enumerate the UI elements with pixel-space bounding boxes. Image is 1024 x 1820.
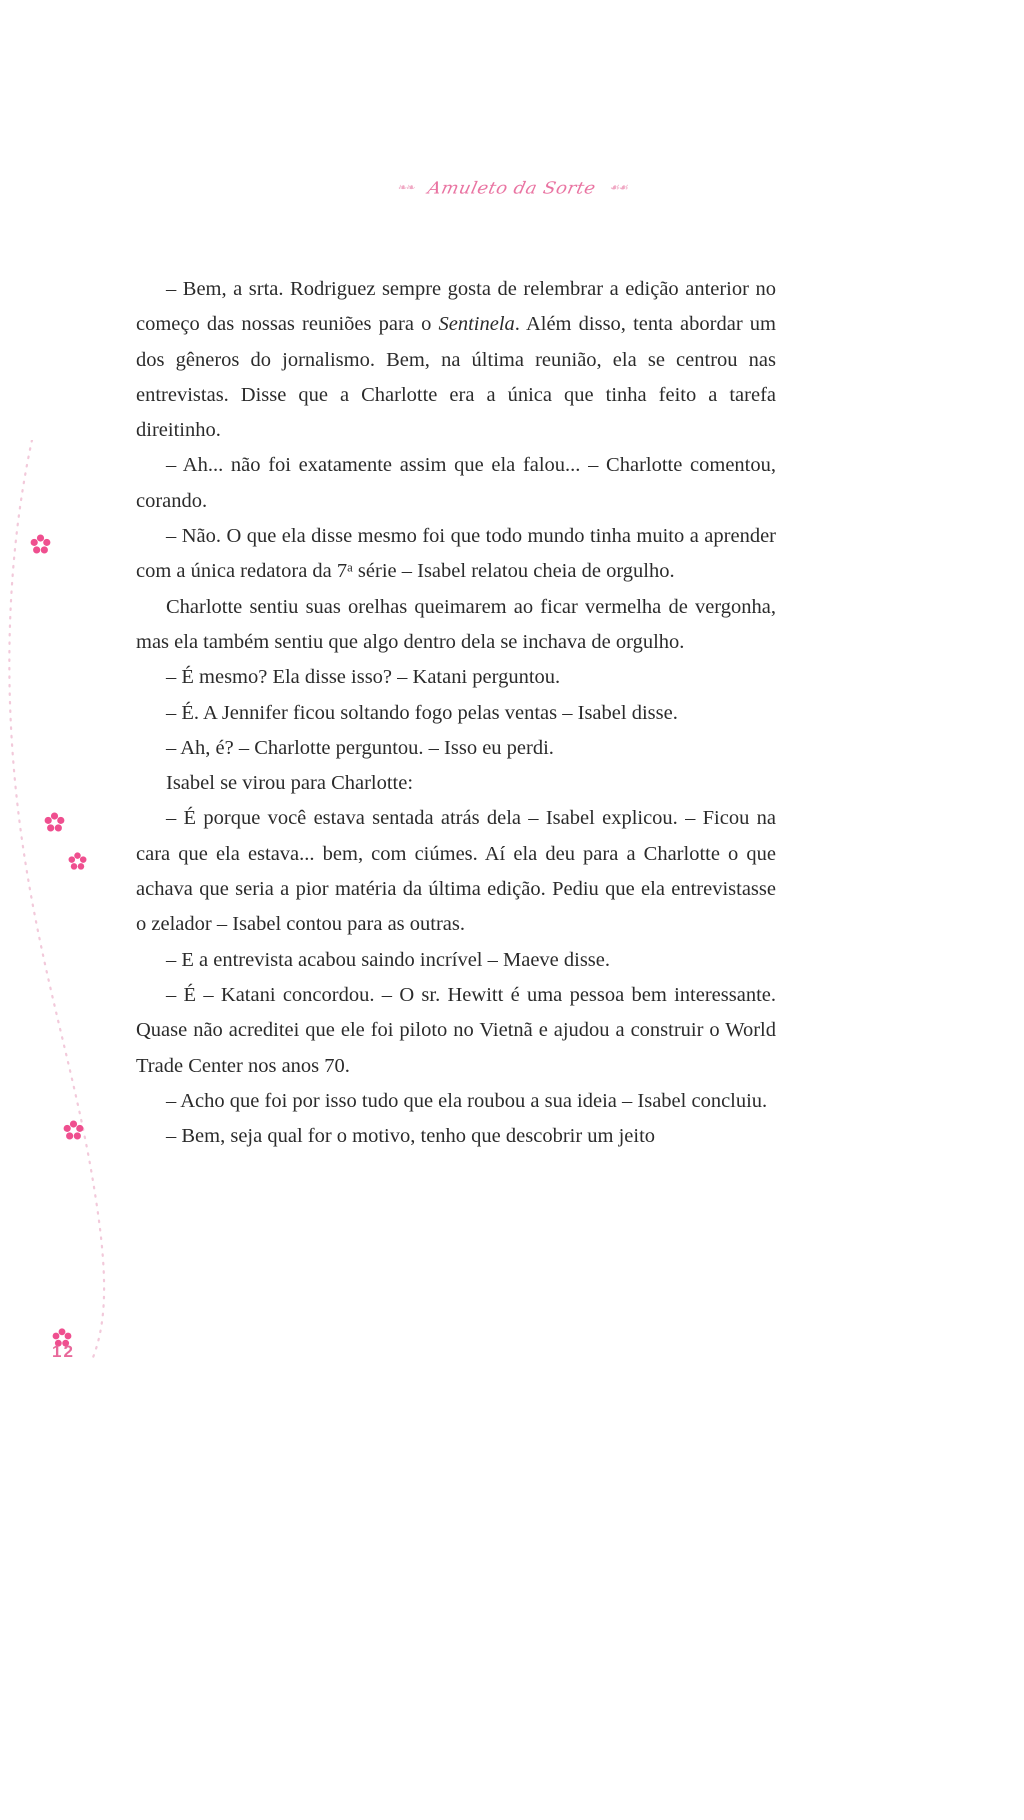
text-run: – Não. O que ela disse mesmo foi que todo mundo tinha muito a aprender com a única redatora da 7 xyxy=(136,525,776,583)
flower-ornament-icon xyxy=(68,852,87,871)
paragraph xyxy=(136,801,776,942)
running-head-title: Amuleto da Sorte xyxy=(425,178,598,199)
decorative-vine xyxy=(0,440,150,1360)
text-run: Charlotte sentiu suas orelhas queimarem ao ficar vermelha de vergonha, mas ela também sentiu que algo dentro dela se inchava de orgulho. xyxy=(136,595,776,653)
ornament-right-icon: ☙☙ xyxy=(609,181,627,194)
text-run: – É mesmo? Ela disse isso? – Katani perguntou. xyxy=(166,666,561,689)
ornament-left-icon: ❧❧ xyxy=(397,181,414,194)
paragraph xyxy=(136,766,776,801)
paragraph xyxy=(136,696,776,731)
ordinal-superscript: a xyxy=(347,561,353,576)
text-run: Isabel se virou para Charlotte: xyxy=(166,772,414,795)
text-run: – Acho que foi por isso tudo que ela roubou a sua ideia – Isabel concluiu. xyxy=(166,1089,768,1112)
paragraph xyxy=(136,731,776,766)
text-run: – Bem, seja qual for o motivo, tenho que descobrir um jeito xyxy=(166,1125,656,1148)
text-run: – Bem, a srta. Rodriguez sempre gosta de relembrar a edição anterior no começo das nossas reuniões para o xyxy=(136,278,776,336)
body-text xyxy=(136,272,776,1154)
paragraph xyxy=(136,272,776,448)
italic-run: Sentinela xyxy=(438,313,515,336)
vine-curve-icon xyxy=(0,440,150,1360)
text-run: série – Isabel relatou cheia de orgulho. xyxy=(352,560,675,583)
text-run: – É. A Jennifer ficou soltando fogo pelas ventas – Isabel disse. xyxy=(166,701,678,724)
paragraph xyxy=(136,943,776,978)
paragraph xyxy=(136,1119,776,1154)
running-head xyxy=(0,178,1024,199)
paragraph xyxy=(136,978,776,1084)
text-run: – E a entrevista acabou saindo incrível – Maeve disse. xyxy=(166,948,611,971)
text-run: – Ah, é? – Charlotte perguntou. – Isso eu perdi. xyxy=(166,736,554,759)
text-run: – Ah... não foi exatamente assim que ela falou... – Charlotte comentou, corando. xyxy=(136,454,776,512)
paragraph xyxy=(136,448,776,519)
paragraph xyxy=(136,1084,776,1119)
paragraph xyxy=(136,519,776,590)
text-run: – É – Katani concordou. – O sr. Hewitt é uma pessoa bem interessante. Quase não acreditei que ele foi piloto no Vietnã e ajudou a construir o World Trade Center nos anos 70. xyxy=(136,983,776,1077)
page-number: 12 xyxy=(52,1342,75,1361)
flower-ornament-icon xyxy=(44,812,65,833)
paragraph xyxy=(136,660,776,695)
flower-ornament-icon xyxy=(63,1120,84,1141)
text-run: . Além disso, tenta abordar um dos gêneros do jornalismo. Bem, na última reunião, ela se centrou nas entrevistas. Disse que a Charlotte era a única que tinha feito a tarefa direitinho. xyxy=(136,313,777,442)
paragraph xyxy=(136,590,776,661)
text-run: – É porque você estava sentada atrás dela – Isabel explicou. – Ficou na cara que ela estava... bem, com ciúmes. Aí ela deu para a Charlotte o que achava que seria a pior matéria da última edição. Pediu que ela entrevistasse o zelador – Isabel contou para as outras. xyxy=(136,807,776,936)
flower-ornament-icon xyxy=(30,534,51,555)
